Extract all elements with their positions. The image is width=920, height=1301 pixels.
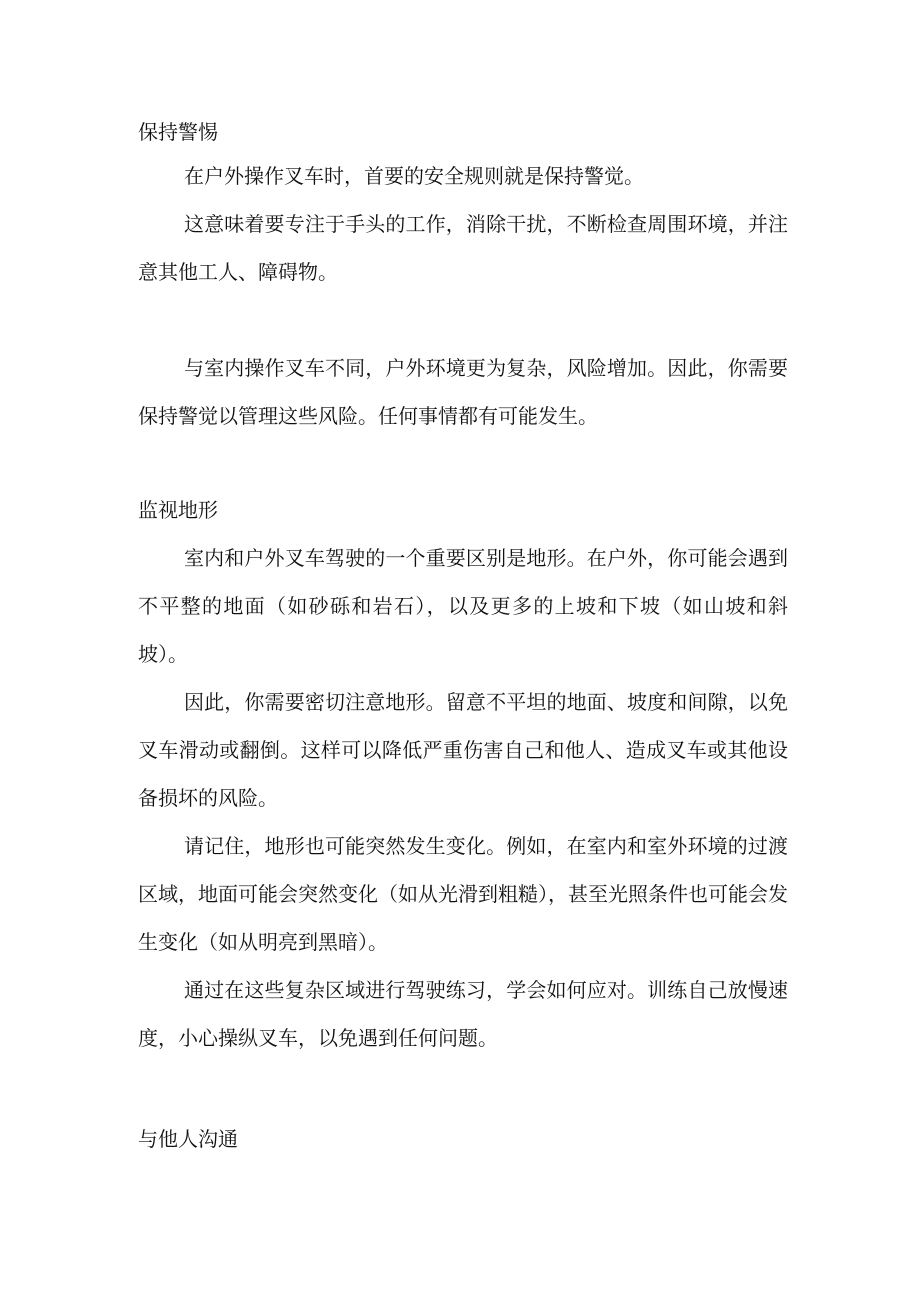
paragraph: 因此，你需要密切注意地形。留意不平坦的地面、坡度和间隙，以免叉车滑动或翻倒。这样可以降低严重伤害自己和他人、造成叉车或其他设备损坏的风险。 (138, 690, 788, 810)
section-heading: 与他人沟通 (138, 1127, 238, 1151)
paragraph: 请记住，地形也可能突然发生变化。例如，在室内和室外环境的过渡区域，地面可能会突然变化（如从光滑到粗糙），甚至光照条件也可能会发生变化（如从明亮到黑暗）。 (138, 834, 788, 954)
paragraph: 通过在这些复杂区域进行驾驶练习，学会如何应对。训练自己放慢速度，小心操纵叉车，以免遇到任何问题。 (138, 978, 788, 1050)
paragraph: 这意味着要专注于手头的工作，消除干扰，不断检查周围环境，并注意其他工人、障碍物。 (138, 212, 788, 284)
section-heading: 监视地形 (138, 498, 218, 522)
paragraph: 在户外操作叉车时，首要的安全规则就是保持警觉。 (184, 164, 644, 188)
section-heading: 保持警惕 (138, 120, 218, 144)
paragraph: 室内和户外叉车驾驶的一个重要区别是地形。在户外，你可能会遇到不平整的地面（如砂砾和岩石），以及更多的上坡和下坡（如山坡和斜坡）。 (138, 546, 788, 666)
paragraph: 与室内操作叉车不同，户外环境更为复杂，风险增加。因此，你需要保持警觉以管理这些风险。任何事情都有可能发生。 (138, 356, 788, 428)
